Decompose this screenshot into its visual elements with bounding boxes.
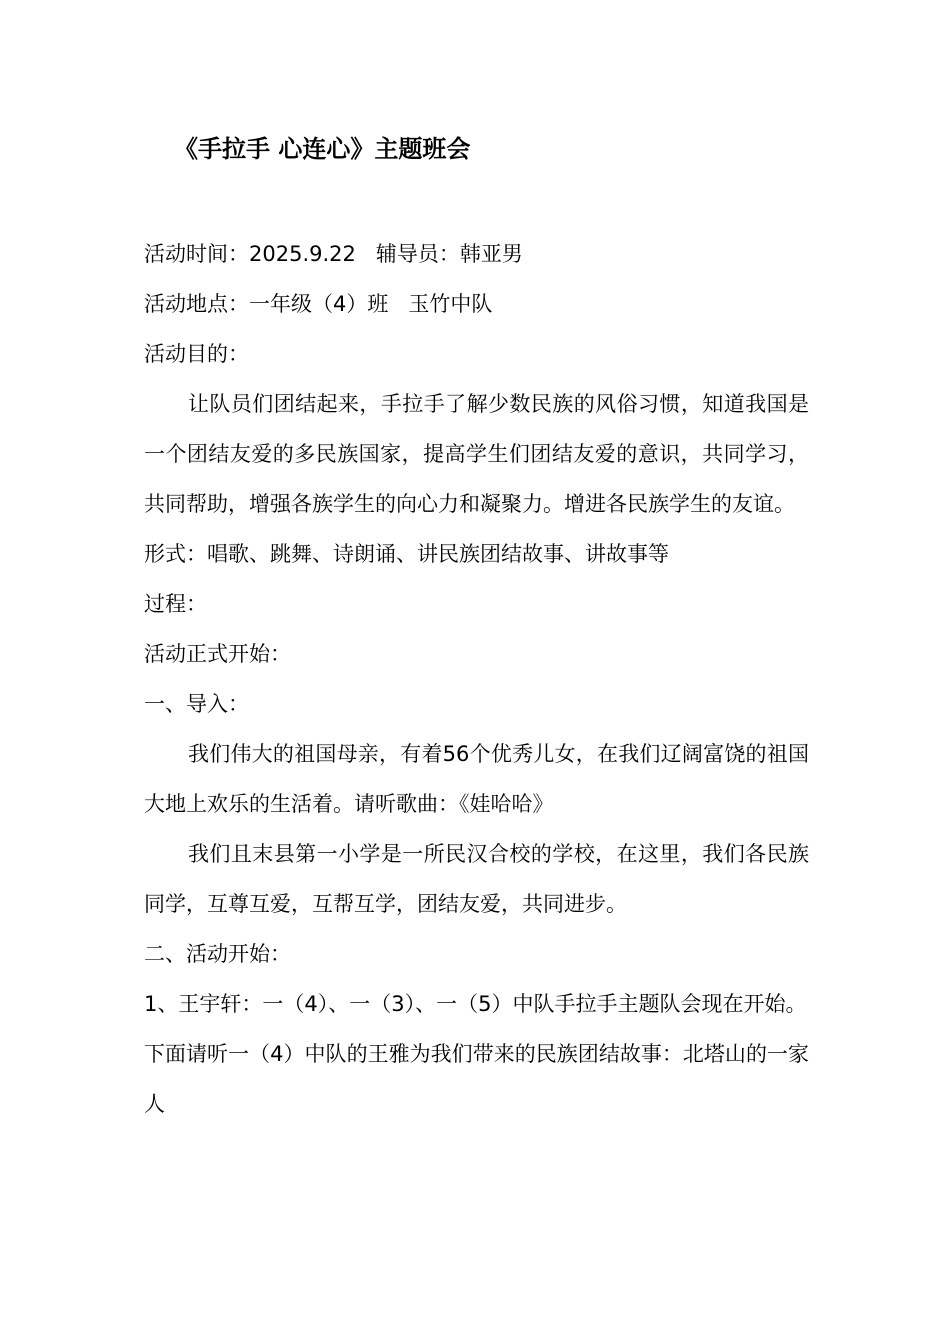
- activity-location-line: 活动地点：一年级（4）班 玉竹中队: [144, 292, 493, 316]
- item-1: 1、王宇轩：一（4）、一（3）、一（5）中队手拉手主题队会现在开始。: [144, 992, 807, 1016]
- section1-paragraph-2: 我们且末县第一小学是一所民汉合校的学校，在这里，我们各民族同学，互尊互爱，互帮互学，团结友爱，共同进步。: [144, 842, 809, 916]
- start-label: 活动正式开始：: [144, 642, 291, 666]
- item-2: 下面请听一（4）中队的王雅为我们带来的民族团结故事：北塔山的一家人: [144, 1042, 809, 1116]
- process-label: 过程：: [144, 592, 207, 616]
- purpose-paragraph: 让队员们团结起来，手拉手了解少数民族的风俗习惯，知道我国是一个团结友爱的多民族国家，提高学生们团结友爱的意识，共同学习，共同帮助，增强各族学生的向心力和凝聚力。增进各民族学生的友谊。: [144, 392, 809, 516]
- section2-heading: 二、活动开始：: [144, 942, 291, 966]
- form-line: 形式：唱歌、跳舞、诗朗诵、讲民族团结故事、讲故事等: [144, 542, 669, 566]
- activity-purpose-label: 活动目的：: [144, 342, 249, 366]
- document-body: [144, 229, 809, 1129]
- activity-time-line: 活动时间：2025.9.22 辅导员：韩亚男: [144, 242, 523, 266]
- section1-paragraph-1: 我们伟大的祖国母亲，有着56个优秀儿女，在我们辽阔富饶的祖国大地上欢乐的生活着。请听歌曲：《娃哈哈》: [144, 742, 809, 816]
- document-title: 《手拉手 心连心》主题班会: [174, 135, 471, 163]
- section1-heading: 一、导入：: [144, 692, 249, 716]
